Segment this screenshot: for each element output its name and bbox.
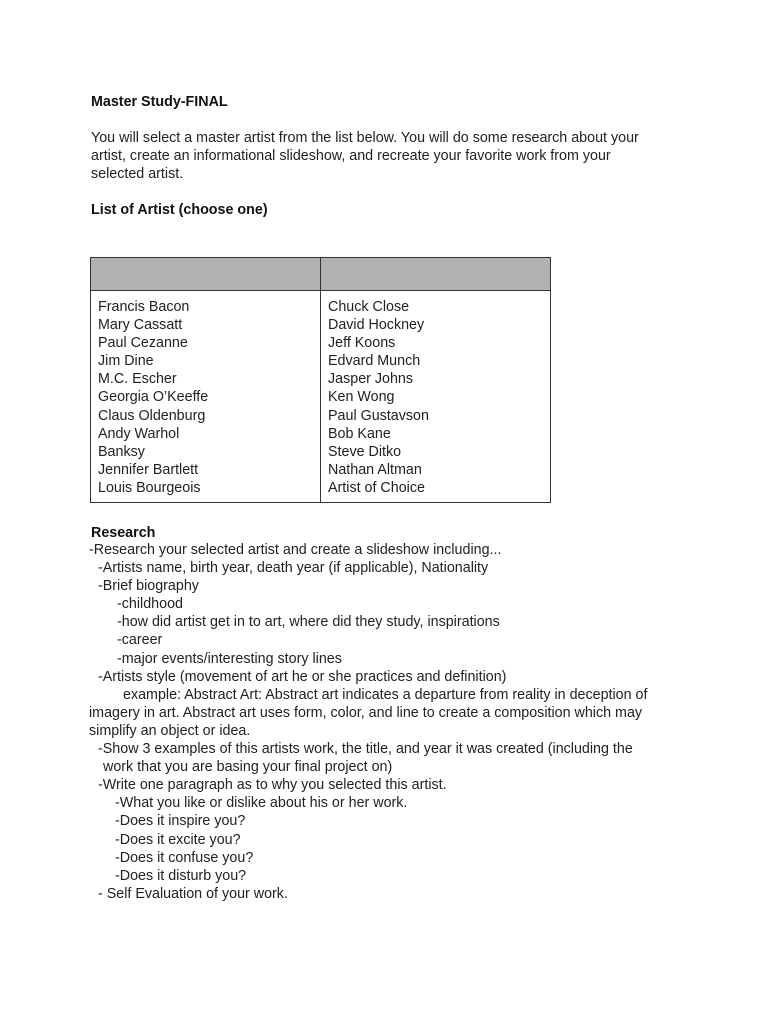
artist-name: Paul Gustavson [328, 407, 429, 424]
research-line: -how did artist get in to art, where did they study, inspirations [117, 614, 500, 631]
artist-name: David Hockney [328, 317, 425, 334]
artist-name: Edvard Munch [328, 353, 421, 370]
research-line: -childhood [117, 596, 183, 613]
artist-name: Artist of Choice [328, 479, 425, 496]
artist-column-1 [91, 291, 321, 503]
artist-name: Nathan Altman [328, 461, 422, 478]
intro-line: selected artist. [91, 166, 184, 183]
table-row [91, 291, 551, 503]
research-line: -Does it disturb you? [115, 867, 247, 884]
artist-name: Bob Kane [328, 425, 391, 442]
artist-name: Chuck Close [328, 299, 410, 315]
research-line: -Does it inspire you? [115, 813, 246, 830]
research-line: -Artists name, birth year, death year (if applicable), Nationality [98, 560, 489, 577]
research-line: - Self Evaluation of your work. [98, 885, 288, 902]
artist-name: Jeff Koons [328, 335, 396, 352]
table-header-cell [91, 258, 321, 291]
page-title: Master Study-FINAL [91, 94, 228, 110]
research-line: simplify an object or idea. [89, 722, 251, 739]
artist-name: Jim Dine [98, 353, 154, 370]
artist-name: Steve Ditko [328, 443, 402, 460]
artist-name: Jasper Johns [328, 371, 414, 388]
artist-name: Georgia O’Keeffe [98, 389, 209, 406]
artist-name: Mary Cassatt [98, 317, 183, 334]
intro-paragraph [91, 129, 691, 184]
list-heading: List of Artist (choose one) [91, 202, 268, 218]
artist-name: Jennifer Bartlett [98, 461, 199, 478]
intro-line: You will select a master artist from the list below. You will do some research about your [91, 130, 639, 146]
table-header-row [91, 258, 551, 291]
research-line: -career [117, 632, 163, 649]
research-line: -Brief biography [98, 578, 199, 595]
research-line: -Show 3 examples of this artists work, the title, and year it was created (including the [98, 741, 633, 758]
research-line: -Does it confuse you? [115, 849, 254, 866]
research-line: -What you like or dislike about his or her work. [115, 795, 408, 812]
artist-name: M.C. Escher [98, 371, 177, 388]
research-line: -major events/interesting story lines [117, 650, 342, 667]
artist-name: Andy Warhol [98, 425, 180, 442]
artist-name: Louis Bourgeois [98, 479, 201, 496]
artist-name: Claus Oldenburg [98, 407, 206, 424]
artist-name: Banksy [98, 443, 145, 460]
research-line: -Research your selected artist and create a slideshow including... [89, 542, 502, 558]
research-list [89, 541, 689, 903]
research-heading: Research [91, 525, 156, 541]
table-header-cell [321, 258, 551, 291]
research-line: -Artists style (movement of art he or she practices and definition) [98, 668, 507, 685]
intro-line: artist, create an informational slideshow, and recreate your favorite work from your [91, 148, 611, 165]
research-line: example: Abstract Art: Abstract art indicates a departure from reality in deception of [123, 686, 648, 703]
research-line: -Does it excite you? [115, 831, 241, 848]
artist-table [90, 257, 551, 503]
research-line: imagery in art. Abstract art uses form, color, and line to create a composition which may [89, 704, 643, 721]
artist-column-2 [321, 291, 551, 503]
research-line: work that you are basing your final project on) [103, 759, 393, 776]
artist-name: Francis Bacon [98, 299, 190, 315]
artist-name: Paul Cezanne [98, 335, 188, 352]
artist-name: Ken Wong [328, 389, 395, 406]
research-line: -Write one paragraph as to why you selected this artist. [98, 777, 447, 794]
